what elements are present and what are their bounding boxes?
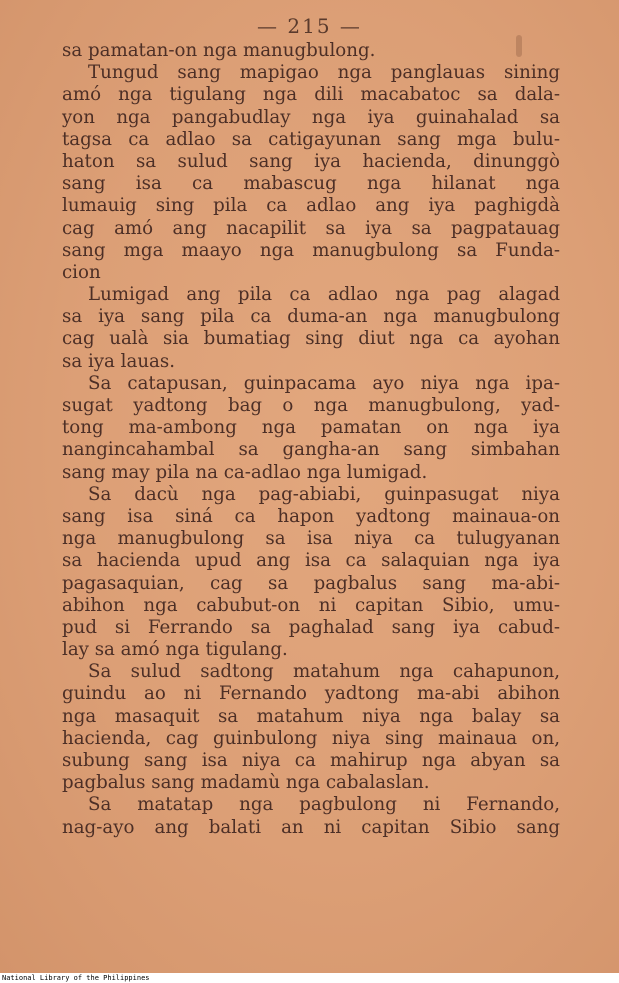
text-line: guindu ao ni Fernando yadtong ma-abi abihon bbox=[62, 683, 560, 705]
text-line: pagbalus sang madamù nga cabalaslan. bbox=[62, 772, 430, 794]
text-line: amó nga tigulang nga dili macabatoc sa dala- bbox=[62, 84, 560, 106]
text-line: cion bbox=[62, 261, 101, 283]
text-line: Sa catapusan, guinpacama ayo niya nga ipa- bbox=[88, 372, 560, 394]
text-line: yon nga pangabudlay nga iya guinahalad sa bbox=[62, 106, 560, 128]
text-line: cag amó ang nacapilit sa iya sa pagpatauag bbox=[62, 217, 560, 239]
text-line: sugat yadtong bag o nga manugbulong, yad- bbox=[62, 395, 560, 416]
text-line: cag ualà sia bumatiag sing diut nga ca ayohan bbox=[62, 328, 560, 350]
text-line: Lumigad ang pila ca adlao nga pag alagad bbox=[88, 284, 560, 306]
text-line: sang mga maayo nga manugbulong sa Funda- bbox=[62, 239, 560, 261]
text-line: Sa matatap nga pagbulong ni Fernando, bbox=[88, 794, 560, 816]
text-line: lay sa amó nga tigulang. bbox=[62, 639, 288, 661]
text-line: sang isa ca mabascug nga hilanat nga bbox=[62, 173, 560, 195]
text-line: sa pamatan-on nga manugbulong. bbox=[62, 40, 376, 61]
text-line: tong ma-ambong nga pamatan on nga iya bbox=[62, 417, 560, 439]
text-line: tagsa ca adlao sa catigayunan sang mga bulu- bbox=[62, 128, 560, 150]
page-number: — 215 — bbox=[257, 14, 362, 38]
text-line: sang isa siná ca hapon yadtong mainaua-on bbox=[62, 505, 560, 527]
text-line: Sa sulud sadtong matahum nga cahapunon, bbox=[88, 661, 560, 683]
text-line: sa hacienda upud ang isa ca salaquian nga iya bbox=[62, 550, 560, 572]
text-line: Sa dacù nga pag-abiabi, guinpasugat niya bbox=[88, 483, 560, 505]
text-line: sa iya sang pila ca duma-an nga manugbulong bbox=[62, 306, 560, 328]
text-line: abihon nga cabubut-on ni capitan Sibio, umu- bbox=[62, 594, 560, 616]
text-line: nangincahambal sa gangha-an sang simbahan bbox=[62, 439, 560, 461]
text-line: Tungud sang mapigao nga panglauas sining bbox=[88, 62, 560, 84]
text-line: nga manugbulong sa isa niya ca tulugyanan bbox=[62, 528, 560, 550]
text-line: hacienda, cag guinbulong niya sing mainaua on, bbox=[62, 727, 560, 749]
text-line: nag-ayo ang balati an ni capitan Sibio sang bbox=[62, 816, 560, 838]
text-line: subung sang isa niya ca mahirup nga abyan sa bbox=[62, 750, 560, 771]
text-line: nga masaquit sa matahum niya nga balay sa bbox=[62, 705, 560, 727]
text-line: sang may pila na ca-adlao nga lumigad. bbox=[62, 461, 428, 483]
text-line: haton sa sulud sang iya hacienda, dinunggò bbox=[62, 150, 560, 172]
footer-credit: National Library of the Philippines bbox=[0, 973, 619, 983]
text-line: lumauig sing pila ca adlao ang iya paghigdà bbox=[62, 195, 560, 217]
text-line: pagasaquian, cag sa pagbalus sang ma-abi- bbox=[62, 572, 560, 594]
text-line: sa iya lauas. bbox=[62, 350, 176, 372]
text-line: pud si Ferrando sa paghalad sang iya cabud- bbox=[62, 616, 560, 638]
text-body bbox=[62, 40, 560, 839]
